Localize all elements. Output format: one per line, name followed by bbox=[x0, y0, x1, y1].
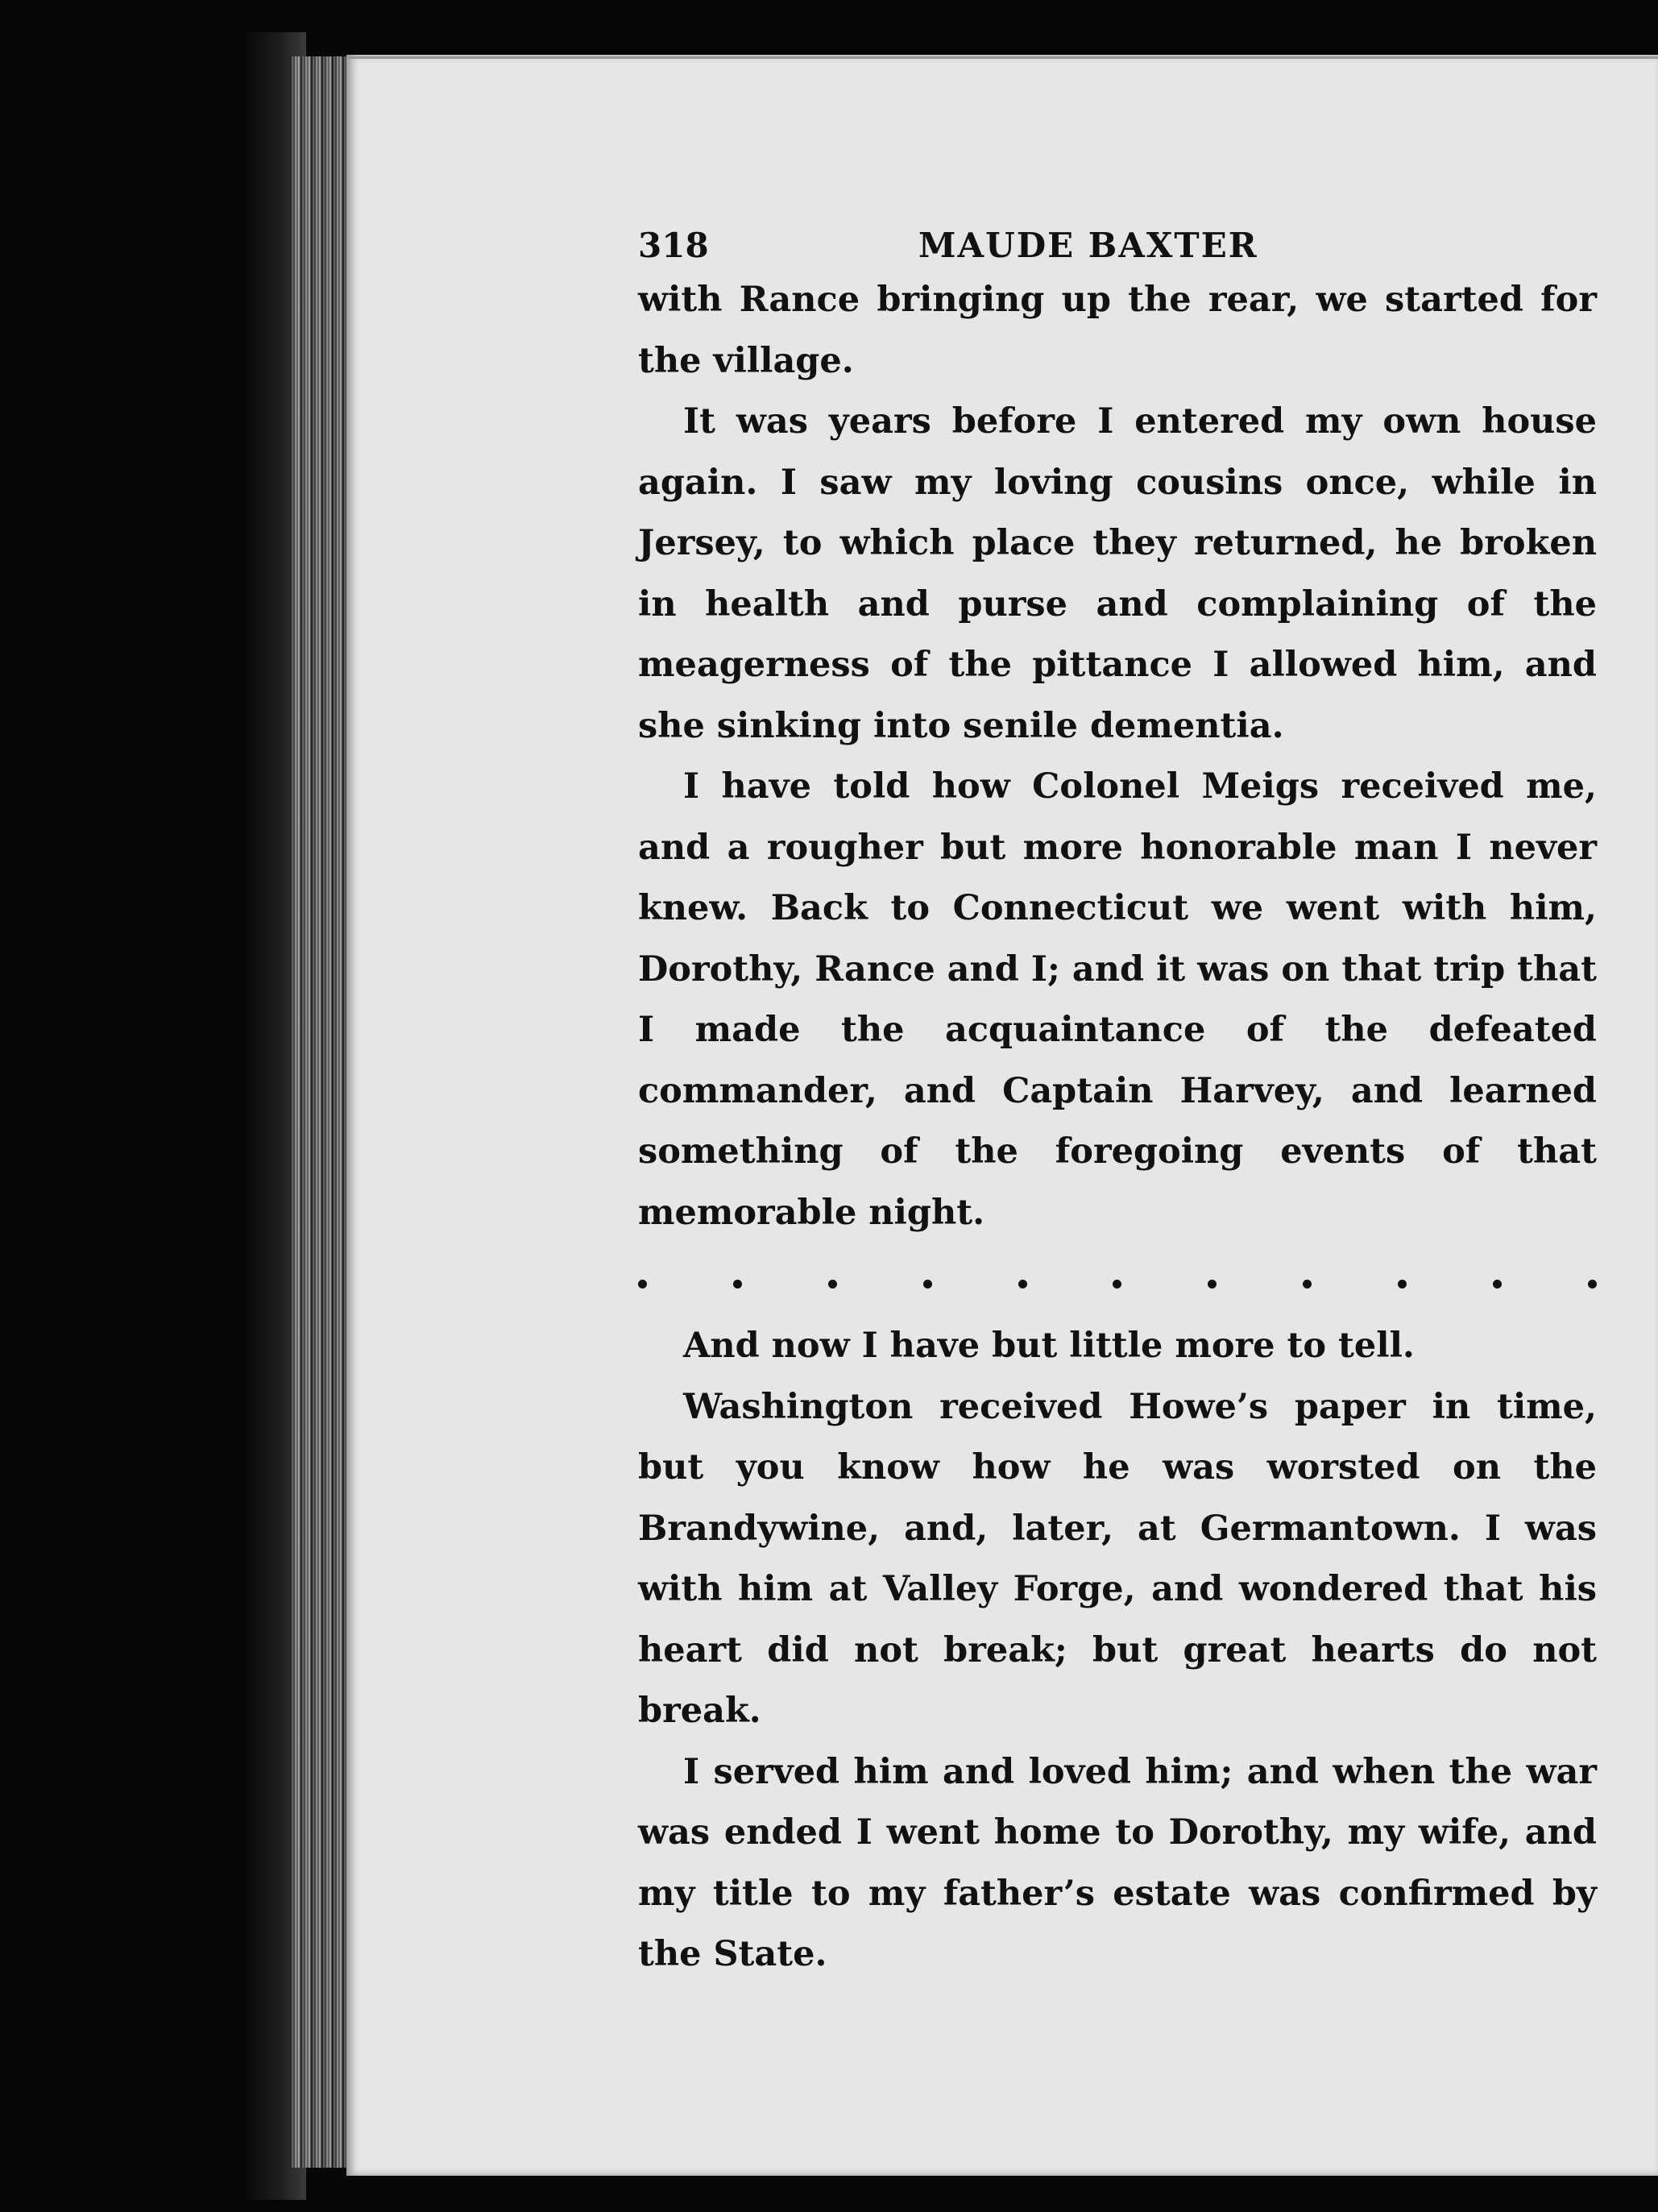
section-break-dot bbox=[1018, 1280, 1027, 1289]
paragraph: I served him and loved him; and when the war was ended I went home to Dorothy, my wife, and my title to my father’s estate was confirmed by the State. bbox=[638, 1751, 1597, 1974]
page-block-edges bbox=[290, 56, 354, 2168]
paragraph: I have told how Colonel Meigs received me, and a rougher but more honorable man I never knew. Back to Connecticut we went with him, Dorothy, Rance and I; and it was on that trip that I made the acquaintance of the defeated commander, and Captain Harvey, and learned something of the foregoing events of that memorable night. bbox=[638, 766, 1597, 1233]
section-break-dot bbox=[1493, 1280, 1502, 1289]
page-number: 318 bbox=[638, 226, 709, 265]
paragraph: And now I have but little more to tell. bbox=[683, 1326, 1415, 1366]
page-top-edge bbox=[346, 56, 1658, 59]
section-break-dot bbox=[733, 1280, 742, 1289]
section-break-dot bbox=[1398, 1280, 1407, 1289]
section-break-dots bbox=[638, 1243, 1597, 1316]
section-break-dot bbox=[1303, 1280, 1312, 1289]
paragraph: Washington received Howe’s paper in time, but you know how he was worsted on the Brandywine, and, later, at Germantown. I was with him at Valley Forge, and wondered that his heart did not break; but great hearts do not break. bbox=[638, 1386, 1597, 1731]
section-break-dot bbox=[923, 1280, 932, 1289]
section-break-dot bbox=[1113, 1280, 1121, 1289]
section-break-dot bbox=[638, 1280, 647, 1289]
paragraph-continuation: with Rance bringing up the rear, we started for the village. bbox=[638, 280, 1597, 381]
page-header bbox=[638, 193, 1597, 270]
running-title: MAUDE BAXTER bbox=[918, 226, 1258, 265]
section-break-dot bbox=[828, 1280, 837, 1289]
section-break-dot bbox=[1208, 1280, 1217, 1289]
paragraph: It was years before I entered my own house again. I saw my loving cousins once, while in Jersey, to which place they returned, he broken in health and purse and complaining of the meagerness of the pittance I allowed him, and she sinking into senile dementia. bbox=[638, 401, 1597, 746]
page-text-block bbox=[638, 193, 1597, 1986]
section-break-dot bbox=[1588, 1280, 1597, 1289]
